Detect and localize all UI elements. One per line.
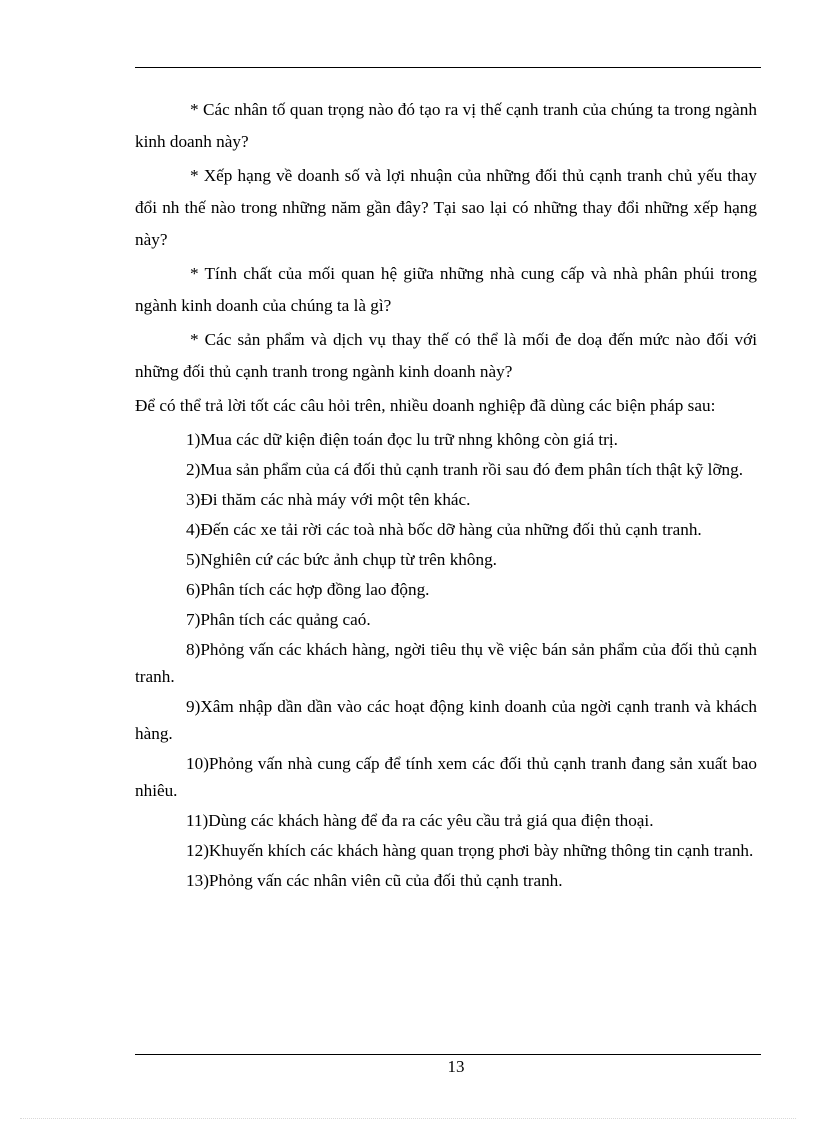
- intro-paragraph: Để có thể trả lời tốt các câu hỏi trên, nhiều doanh nghiệp đã dùng các biện pháp sau:: [135, 396, 716, 415]
- measure-2: 2)Mua sản phẩm của cá đối thủ cạnh tranh rồi sau đó đem phân tích thật kỹ lỡng.: [186, 460, 744, 479]
- measure-1: 1)Mua các dữ kiện điện toán đọc lu trữ nhng không còn giá trị.: [186, 430, 618, 449]
- measure-3: 3)Đi thăm các nhà máy với một tên khác.: [186, 490, 471, 509]
- measure-9: 9)Xâm nhập dần dần vào các hoạt động kinh doanh của ngời cạnh tranh và khách hàng.: [135, 697, 757, 743]
- question-3: * Tính chất của mối quan hệ giữa những nhà cung cấp và nhà phân phúi trong ngành kinh doanh của chúng ta là gì?: [135, 264, 757, 315]
- measure-13: 13)Phỏng vấn các nhân viên cũ của đối thủ cạnh tranh.: [186, 871, 563, 890]
- measure-5: 5)Nghiên cứ các bức ảnh chụp từ trên không.: [186, 550, 497, 569]
- measure-6: 6)Phân tích các hợp đồng lao động.: [186, 580, 430, 599]
- page-number-wrap: [0, 1057, 816, 1077]
- question-2: * Xếp hạng về doanh số và lợi nhuận của những đối thủ cạnh tranh chủ yếu thay đổi nh thế nào trong những năm gần đây? Tại sao lại có những thay đổi những xếp hạng này?: [135, 166, 757, 249]
- page-body: [135, 94, 757, 894]
- measure-4: 4)Đến các xe tải rời các toà nhà bốc dỡ hàng của những đối thủ cạnh tranh.: [186, 520, 702, 539]
- measure-12: 12)Khuyến khích các khách hàng quan trọng phơi bày những thông tin cạnh tranh.: [186, 841, 754, 860]
- page-edge-dotted-line: [20, 1118, 796, 1119]
- footer-rule: [135, 1054, 761, 1055]
- measure-8: 8)Phỏng vấn các khách hàng, ngời tiêu thụ về việc bán sản phẩm của đối thủ cạnh tranh.: [135, 640, 757, 686]
- question-1: * Các nhân tố quan trọng nào đó tạo ra vị thế cạnh tranh của chúng ta trong ngành kinh doanh này?: [135, 100, 757, 151]
- page-number: 13: [447, 1057, 465, 1076]
- measure-10: 10)Phỏng vấn nhà cung cấp để tính xem các đối thủ cạnh tranh đang sản xuất bao nhiêu.: [135, 754, 757, 800]
- measure-7: 7)Phân tích các quảng caó.: [186, 610, 371, 629]
- question-4: * Các sản phẩm và dịch vụ thay thế có thể là mối đe doạ đến mức nào đối với những đối thủ cạnh tranh trong ngành kinh doanh này?: [135, 330, 757, 381]
- measure-11: 11)Dùng các khách hàng để đa ra các yêu cầu trả giá qua điện thoại.: [186, 811, 654, 830]
- header-rule: [135, 67, 761, 68]
